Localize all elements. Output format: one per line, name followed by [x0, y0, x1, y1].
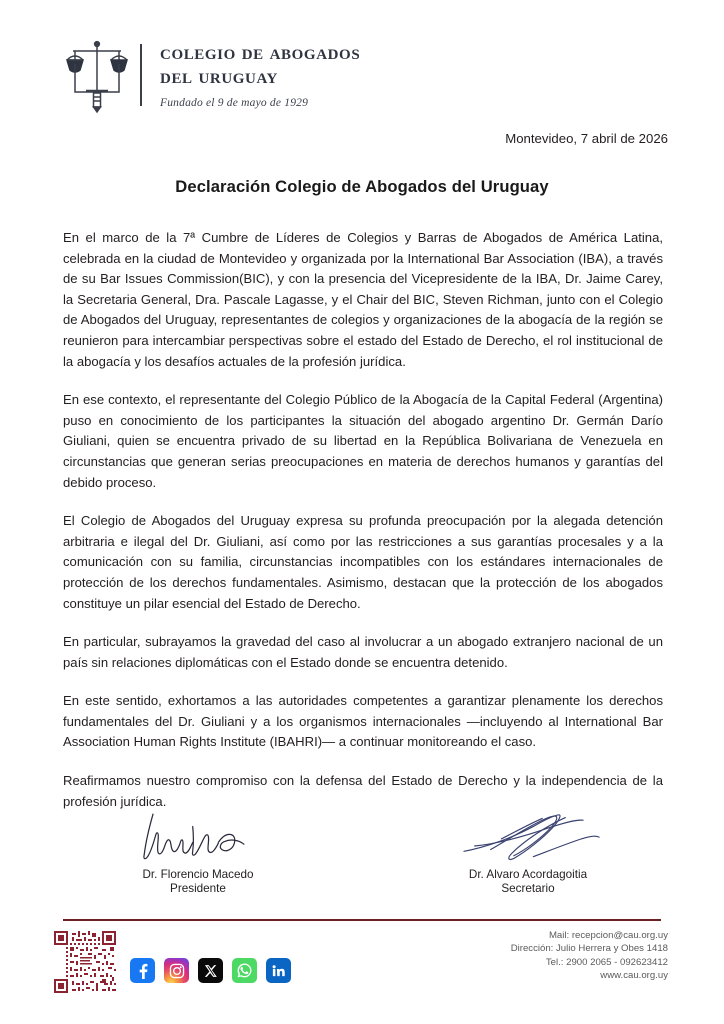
- linkedin-icon[interactable]: [266, 958, 291, 983]
- document-date: Montevideo, 7 abril de 2026: [505, 131, 668, 146]
- signature-block-president: [63, 808, 333, 895]
- letterhead: [66, 34, 360, 116]
- footer: [0, 925, 724, 1005]
- signature-role: Secretario: [501, 882, 555, 895]
- page-title: Declaración Colegio de Abogados del Uruguay: [175, 177, 549, 196]
- signature-role: Presidente: [170, 882, 226, 895]
- wordmark-founded: Fundado el 9 de mayo de 1929: [160, 97, 309, 110]
- facebook-icon[interactable]: [130, 958, 155, 983]
- body-paragraph: En ese contexto, el representante del Colegio Público de la Abogacía de la Capital Federal (Argentina) puso en conocimiento de los participantes la situación del abogado argentino Dr. Germán Darío Giuliani, quien se encuentra privado de su libertad en la República Bolivariana de Venezuela en circunstancias que generan serias preocupaciones en materia de derechos humanos y garantías del debido proceso.: [63, 392, 663, 490]
- contact-mail: Mail: recepcion@cau.org.uy: [548, 930, 668, 941]
- footer-contact: [511, 929, 668, 983]
- handwritten-signature-icon: [393, 808, 663, 866]
- document-body: [63, 228, 663, 812]
- letterhead-wordmark: [160, 41, 360, 109]
- x-twitter-icon[interactable]: [198, 958, 223, 983]
- signature-name: Dr. Florencio Macedo: [142, 868, 254, 881]
- social-links: [130, 958, 291, 983]
- body-paragraph: Reafirmamos nuestro compromiso con la defensa del Estado de Derecho y la independencia de la profesión jurídica.: [63, 773, 663, 809]
- instagram-icon[interactable]: [164, 958, 189, 983]
- footer-divider: [63, 919, 661, 921]
- body-paragraph: En particular, subrayamos la gravedad del caso al involucrar a un abogado extranjero nacional de un país sin relaciones diplomáticas con el Estado donde se encuentra detenido.: [63, 634, 663, 670]
- body-paragraph: En este sentido, exhortamos a las autoridades competentes a garantizar plenamente los derechos fundamentales del Dr. Giuliani y a los organismos internacionales —incluyendo al International Bar Association Human Rights Institute (IBAHRI)— a continuar monitoreando el caso.: [63, 693, 663, 750]
- signature-name: Dr. Alvaro Acordagoitia: [468, 868, 588, 881]
- wordmark-line-1: colegio de abogados: [160, 39, 361, 64]
- letterhead-divider: [140, 44, 142, 106]
- contact-phone: Tel.: 2900 2065 - 092623412: [545, 956, 668, 968]
- qr-code-icon[interactable]: [52, 929, 118, 995]
- signature-area: [63, 808, 663, 895]
- body-paragraph: En el marco de la 7ª Cumbre de Líderes de Colegios y Barras de Abogados de América Latina, celebrada en la ciudad de Montevideo y organizada por la International Bar Association (IBA), a través de su Bar Issues Commission(BIC), y con la presencia del Vicepresidente de la IBA, Dr. Jaime Carey, la Secretaria General, Dra. Pascale Lagasse, y el Chair del BIC, Steven Richman, junto con el Colegio de Abogados del Uruguay, representantes de colegios y organizaciones de la abogacía de la región se reunieron para intercambiar perspectivas sobre el estado del Estado de Derecho, el rol institucional de la abogacía y los desafíos actuales de la profesión jurídica.: [63, 230, 663, 369]
- handwritten-signature-icon: [63, 808, 333, 866]
- contact-website: www.cau.org.uy: [600, 970, 668, 982]
- contact-address: Dirección: Julio Herrera y Obes 1418: [510, 943, 668, 955]
- body-paragraph: El Colegio de Abogados del Uruguay expresa su profunda preocupación por la alegada detención arbitraria e ilegal del Dr. Giuliani, así como por las restricciones a sus garantías procesales y a la comunicación con su familia, circunstancias incompatibles con los estándares internacionales de protección de los derechos fundamentales. Asimismo, destacan que la protección de los abogados constituye un pilar esencial del Estado de Derecho.: [63, 513, 663, 611]
- signature-block-secretary: [393, 808, 663, 895]
- wordmark-line-2: del uruguay: [160, 63, 278, 88]
- whatsapp-icon[interactable]: [232, 958, 257, 983]
- scales-of-justice-sword-icon: [66, 34, 128, 116]
